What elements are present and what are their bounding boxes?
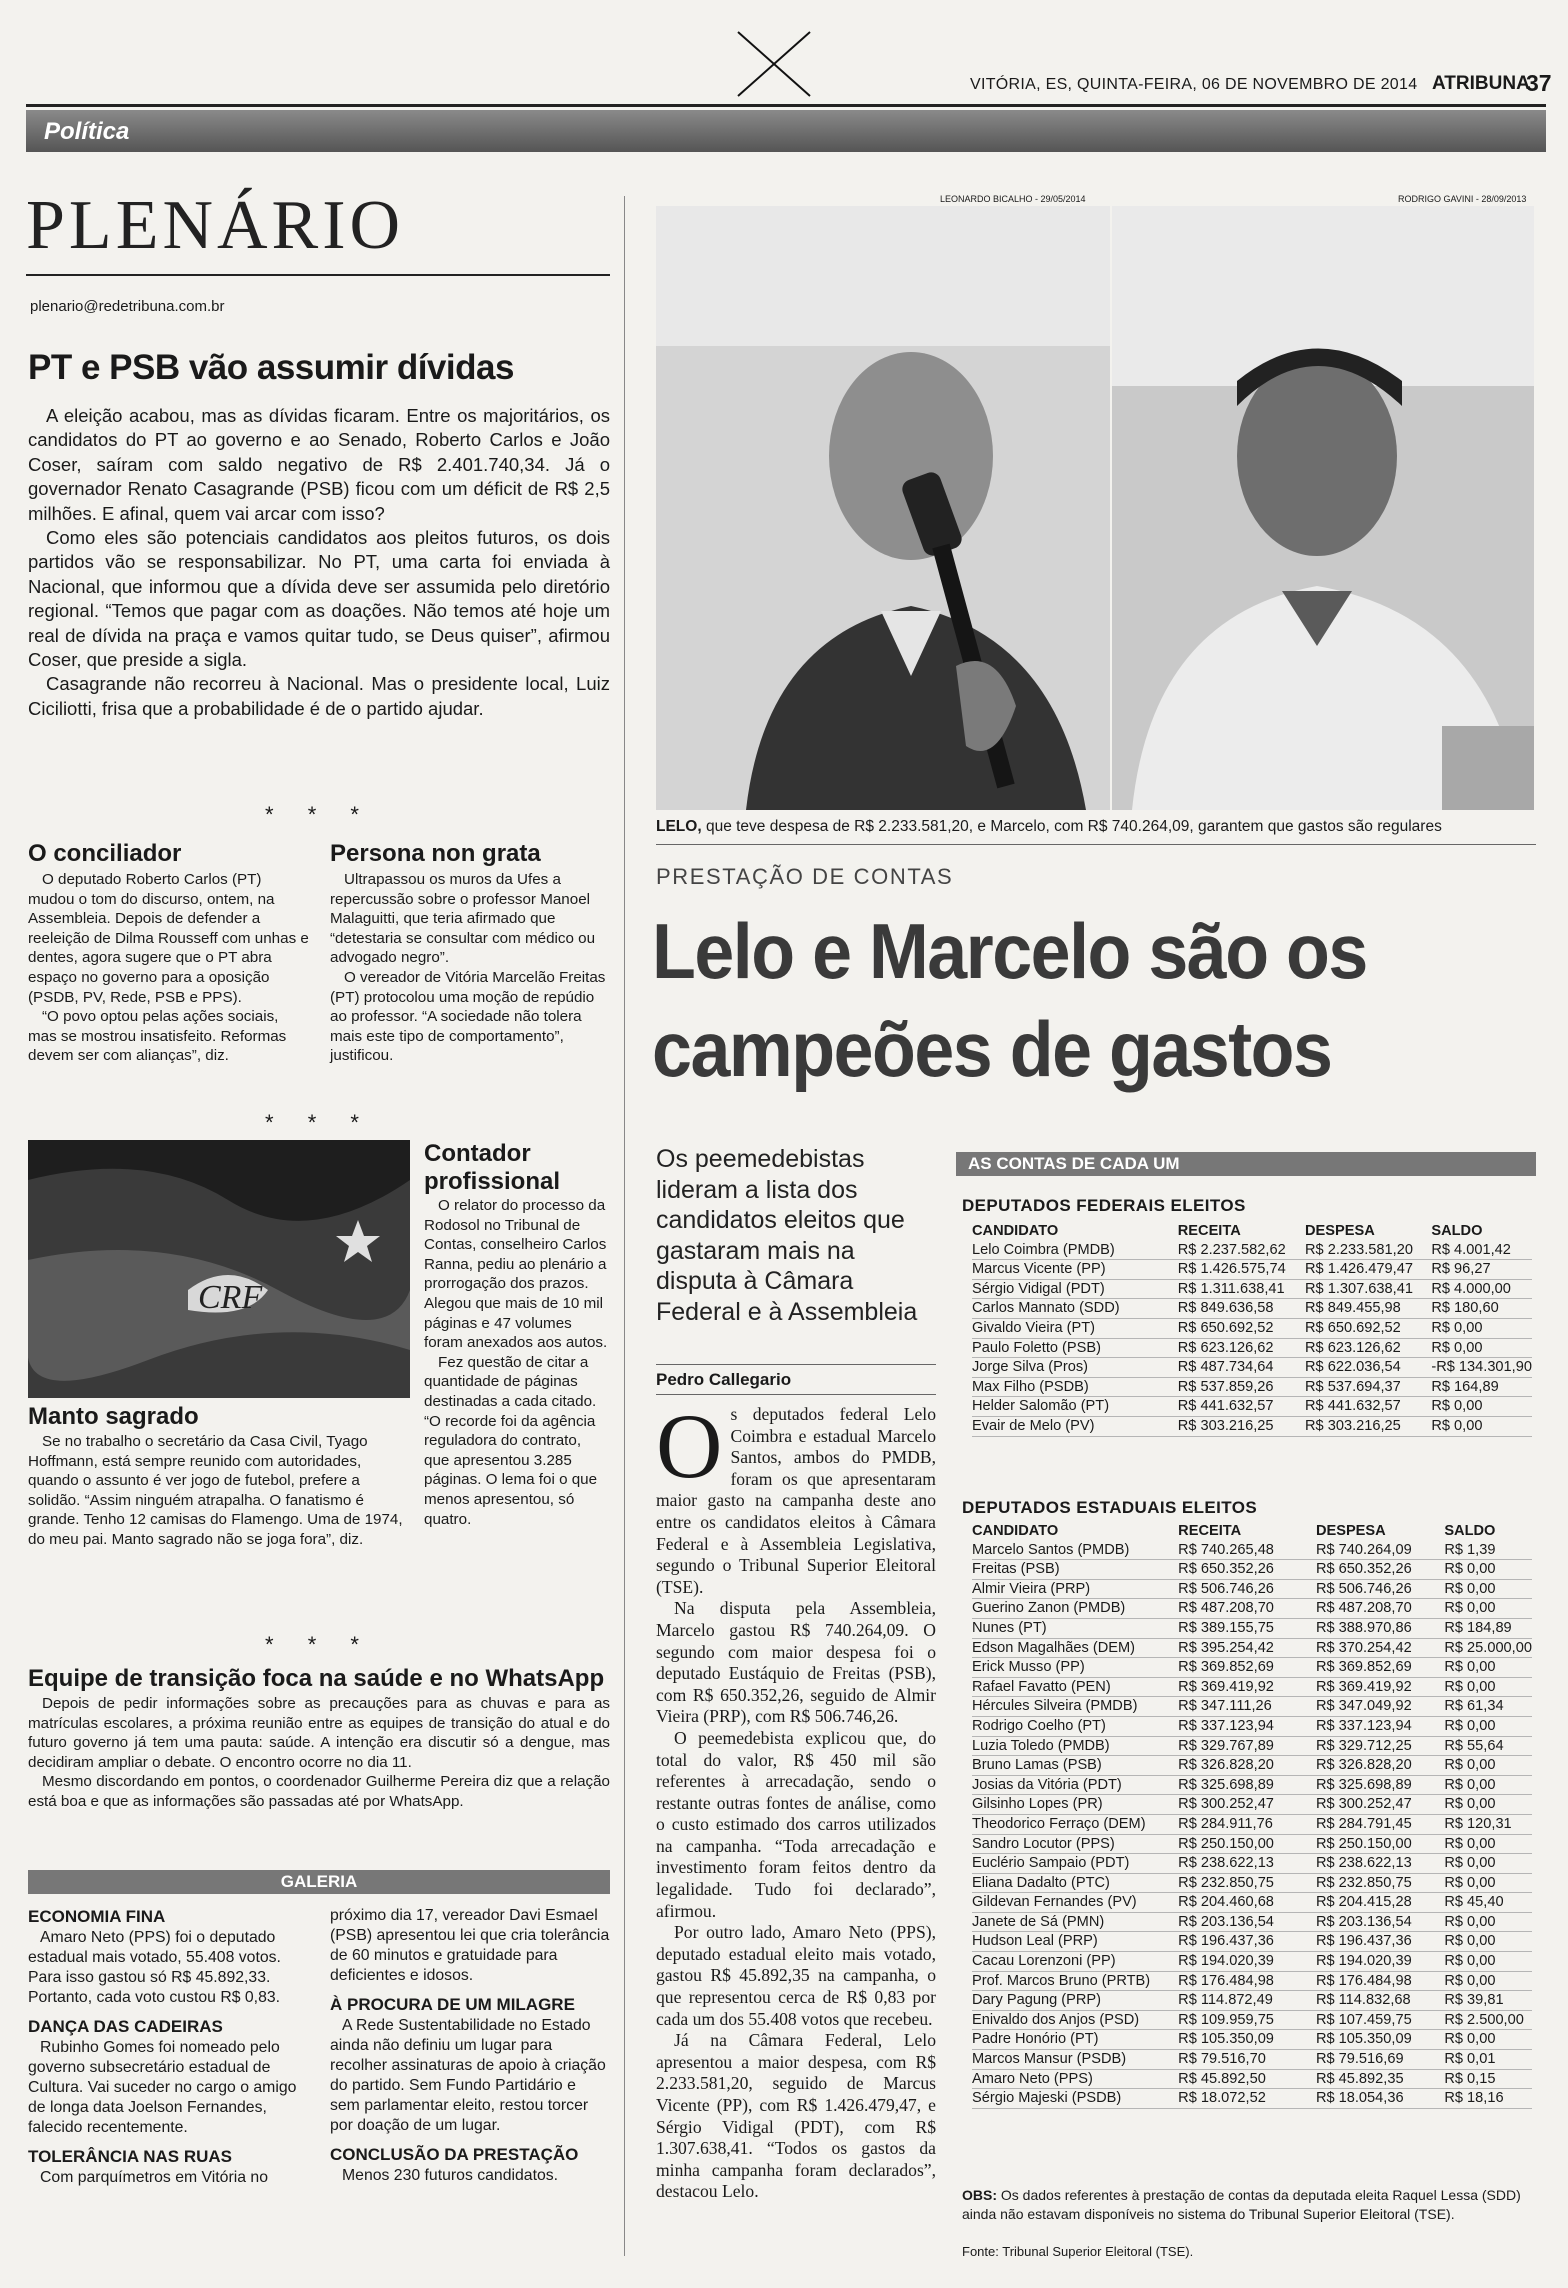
value-cell: R$ 0,00 xyxy=(1444,1756,1532,1776)
value-cell: R$ 4.000,00 xyxy=(1431,1279,1532,1299)
persona-p2: O vereador de Vitória Marcelão Freitas (PT) protocolou uma moção de repúdio ao professor. “A sociedade não tolera mais este tipo de comportamento”, justificou. xyxy=(330,968,606,1065)
conciliador-p1: O deputado Roberto Carlos (PT) mudou o tom do discurso, ontem, na Assembleia. Depois de defender a reeleição de Dilma Rousseff com unhas e dentes, agora sugere que o PT abra espaço no governo para a oposição (PSDB, PV, Rede, PSB e PPS). xyxy=(28,871,309,1006)
candidate-cell: Jorge Silva (Pros) xyxy=(972,1358,1178,1378)
equipe-note xyxy=(28,1664,610,1812)
value-cell: R$ 369.852,69 xyxy=(1178,1658,1316,1678)
value-cell: R$ 537.859,26 xyxy=(1178,1377,1305,1397)
table-row xyxy=(972,1416,1532,1436)
value-cell: R$ 303.216,25 xyxy=(1178,1416,1305,1436)
brand: ATRIBUNA xyxy=(1432,73,1530,94)
galeria-left xyxy=(28,1906,310,2188)
value-cell: R$ 388.970,86 xyxy=(1316,1618,1444,1638)
value-cell: R$ 204.415,28 xyxy=(1316,1893,1444,1913)
value-cell: R$ 79.516,70 xyxy=(1178,2050,1316,2070)
candidate-cell: Dary Pagung (PRP) xyxy=(972,1991,1178,2011)
candidate-cell: Hudson Leal (PRP) xyxy=(972,1932,1178,1952)
candidate-cell: Erick Musso (PP) xyxy=(972,1658,1178,1678)
value-cell: R$ 650.692,52 xyxy=(1178,1318,1305,1338)
value-cell: R$ 0,00 xyxy=(1431,1338,1532,1358)
value-cell: R$ 347.111,26 xyxy=(1178,1697,1316,1717)
table-row xyxy=(972,1318,1532,1338)
col-header: DESPESA xyxy=(1305,1223,1375,1239)
dateline: VITÓRIA, ES, QUINTA-FEIRA, 06 DE NOVEMBRO DE 2014 xyxy=(970,76,1418,93)
value-cell: R$ 96,27 xyxy=(1431,1260,1532,1280)
subhead: Os peemedebistas lideram a lista dos candidatos eleitos que gastaram mais na disputa à Câmara Federal e à Assembleia xyxy=(656,1145,918,1326)
value-cell: R$ 650.352,26 xyxy=(1178,1560,1316,1580)
value-cell: R$ 1.311.638,41 xyxy=(1178,1279,1305,1299)
value-cell: R$ 194.020,39 xyxy=(1178,1952,1316,1972)
contador-p2: Fez questão de citar a quantidade de páginas destinadas a cada citado. “O recorde foi da agência reguladora do contrato, que apresentou 3.285 páginas. O lema foi o que menos apresentou, só quatro. xyxy=(424,1353,598,1528)
candidate-cell: Paulo Foletto (PSB) xyxy=(972,1338,1178,1358)
value-cell: R$ 196.437,36 xyxy=(1178,1932,1316,1952)
candidate-cell: Freitas (PSB) xyxy=(972,1560,1178,1580)
table-row xyxy=(972,1952,1532,1972)
caption-text: que teve despesa de R$ 2.233.581,20, e Marcelo, com R$ 740.264,09, garantem que gastos são regulares xyxy=(701,818,1442,835)
candidate-cell: Bruno Lamas (PSB) xyxy=(972,1756,1178,1776)
fold-mark xyxy=(728,30,820,100)
candidate-cell: Evair de Melo (PV) xyxy=(972,1416,1178,1436)
obs-text: Os dados referentes à prestação de contas da deputada eleita Raquel Lessa (SDD) ainda não estavam disponíveis no sistema do Tribunal Superior Eleitoral (TSE). xyxy=(962,2187,1521,2222)
main-first-paragraph: s deputados federal Lelo Coimbra e estadual Marcelo Santos, ambos do PMDB, foram os que apresentaram maior gasto na campanha deste ano entre os candidatos eleitos à Câmara Federal e à Assembleia Legislativa, segundo o Tribunal Superior Eleitoral (TSE). xyxy=(656,1404,936,1597)
caption-rule xyxy=(656,844,1536,845)
candidate-cell: Theodorico Ferraço (DEM) xyxy=(972,1814,1178,1834)
value-cell: R$ 250.150,00 xyxy=(1178,1834,1316,1854)
galeria-bar: GALERIA xyxy=(28,1870,610,1894)
value-cell: R$ 0,00 xyxy=(1431,1416,1532,1436)
value-cell: R$ 284.911,76 xyxy=(1178,1814,1316,1834)
col-header: RECEITA xyxy=(1177,1223,1241,1239)
value-cell: R$ 506.746,26 xyxy=(1316,1579,1444,1599)
equipe-p1: Depois de pedir informações sobre as precauções para as chuvas e para as matrículas escolares, a próxima reunião entre as equipes de transição do atual e do futuro governo já tem uma pauta: saúde. A intenção era discutir só a dengue, mas decidiram ampliar o debate. O encontro ocorre no dia 11. xyxy=(28,1695,610,1771)
value-cell: R$ 238.622,13 xyxy=(1178,1854,1316,1874)
svg-text:CRF: CRF xyxy=(198,1279,263,1316)
value-cell: R$ 441.632,57 xyxy=(1305,1397,1431,1417)
table-row xyxy=(972,1397,1532,1417)
value-cell: R$ 105.350,09 xyxy=(1316,2030,1444,2050)
candidate-cell: Rafael Favatto (PEN) xyxy=(972,1677,1178,1697)
federal-title: DEPUTADOS FEDERAIS ELEITOS xyxy=(962,1196,1246,1215)
section-label: Política xyxy=(44,118,130,145)
candidate-cell: Sandro Locutor (PPS) xyxy=(972,1834,1178,1854)
value-cell: R$ 740.264,09 xyxy=(1316,1541,1444,1560)
value-cell: R$ 441.632,57 xyxy=(1178,1397,1305,1417)
table-row xyxy=(972,1716,1532,1736)
candidate-cell: Carlos Mannato (SDD) xyxy=(972,1299,1178,1319)
candidate-cell: Luzia Toledo (PMDB) xyxy=(972,1736,1178,1756)
value-cell: R$ 326.828,20 xyxy=(1316,1756,1444,1776)
galeria-item-title: À PROCURA DE UM MILAGRE xyxy=(330,1995,575,2014)
value-cell: R$ 18.072,52 xyxy=(1178,2089,1316,2109)
conciliador-p2: “O povo optou pelas ações sociais, mas se mostrou insatisfeito. Reformas devem ser com alianças”, diz. xyxy=(28,1008,287,1065)
candidate-cell: Padre Honório (PT) xyxy=(972,2030,1178,2050)
photo-lelo xyxy=(656,206,1110,810)
contador-p1: O relator do processo da Rodosol no Tribunal de Contas, conselheiro Carlos Ranna, pediu ao plenário a prorrogação dos prazos. Alegou que mais de 10 mil páginas e 47 volumes foram anexados aos autos. xyxy=(424,1197,608,1352)
contador-title: Contador profissional xyxy=(424,1140,561,1195)
caption-name: LELO, xyxy=(656,818,702,835)
candidate-cell: Helder Salomão (PT) xyxy=(972,1397,1178,1417)
value-cell: R$ 300.252,47 xyxy=(1178,1795,1316,1815)
table-row xyxy=(972,1279,1532,1299)
table-row xyxy=(972,1854,1532,1874)
table-row xyxy=(972,1618,1532,1638)
galeria-item-text: Amaro Neto (PPS) foi o deputado estadual mais votado, 55.408 votos. Para isso gastou só R$ 45.892,33. Portanto, cada voto custou R$ 0,83. xyxy=(28,1929,281,2006)
value-cell: R$ 0,01 xyxy=(1444,2050,1532,2070)
value-cell: R$ 109.959,75 xyxy=(1178,2010,1316,2030)
value-cell: R$ 203.136,54 xyxy=(1178,1912,1316,1932)
conciliador-note xyxy=(28,838,310,1066)
value-cell: R$ 79.516,69 xyxy=(1316,2050,1444,2070)
table-row xyxy=(972,1358,1532,1378)
value-cell: R$ 1,39 xyxy=(1444,1541,1532,1560)
galeria-item-text: A Rede Sustentabilidade no Estado ainda não definiu um lugar para recolher assinaturas de apoio à criação do partido. Sem Fundo Partidário e sem parlamentar eleito, restou torcer por doação de um lugar. xyxy=(330,2017,606,2134)
value-cell: R$ 370.254,42 xyxy=(1316,1638,1444,1658)
value-cell: R$ 2.500,00 xyxy=(1444,2010,1532,2030)
value-cell: R$ 176.484,98 xyxy=(1316,1971,1444,1991)
photo-credit-right: RODRIGO GAVINI - 28/09/2013 xyxy=(1398,194,1527,204)
table-row xyxy=(972,1971,1532,1991)
value-cell: R$ 0,00 xyxy=(1444,1677,1532,1697)
manto-note xyxy=(28,1402,410,1550)
value-cell: R$ 0,00 xyxy=(1444,1971,1532,1991)
persona-title: Persona non grata xyxy=(330,840,541,867)
col-header: SALDO xyxy=(1431,1223,1483,1239)
candidate-cell: Amaro Neto (PPS) xyxy=(972,2069,1178,2089)
col-header: SALDO xyxy=(1444,1523,1496,1539)
candidate-cell: Max Filho (PSDB) xyxy=(972,1377,1178,1397)
value-cell: R$ 194.020,39 xyxy=(1316,1952,1444,1972)
value-cell: R$ 0,00 xyxy=(1444,1579,1532,1599)
main-paragraph: Por outro lado, Amaro Neto (PPS), deputado estadual eleito mais votado, gastou R$ 45.892,35 na campanha, o que representou cerca de R$ 0,83 por cada um dos 55.408 votos que recebeu. xyxy=(656,1922,936,2029)
value-cell: R$ 114.832,68 xyxy=(1316,1991,1444,2011)
dropcap: O xyxy=(656,1395,723,1497)
galeria-item-title: DANÇA DAS CADEIRAS xyxy=(28,2017,223,2036)
column-divider xyxy=(624,196,625,2256)
candidate-cell: Enivaldo dos Anjos (PSD) xyxy=(972,2010,1178,2030)
value-cell: R$ 0,00 xyxy=(1444,1599,1532,1619)
candidate-cell: Janete de Sá (PMN) xyxy=(972,1912,1178,1932)
value-cell: R$ 232.850,75 xyxy=(1316,1873,1444,1893)
value-cell: R$ 849.636,58 xyxy=(1178,1299,1305,1319)
obs-note xyxy=(962,2186,1536,2224)
value-cell: R$ 55,64 xyxy=(1444,1736,1532,1756)
galeria-item-title: ECONOMIA FINA xyxy=(28,1907,166,1926)
value-cell: R$ 0,00 xyxy=(1444,2030,1532,2050)
table-row xyxy=(972,1677,1532,1697)
value-cell: R$ 18,16 xyxy=(1444,2089,1532,2109)
value-cell: R$ 487.208,70 xyxy=(1178,1599,1316,1619)
value-cell: R$ 250.150,00 xyxy=(1316,1834,1444,1854)
table-row xyxy=(972,1736,1532,1756)
main-paragraph: Na disputa pela Assembleia, Marcelo gastou R$ 740.264,09. O segundo com maior despesa foi o deputado Eustáquio de Freitas (PSB), com R$ 650.352,26, seguido de Almir Vieira (PRP), com R$ 506.746,26. xyxy=(656,1598,936,1727)
header-rule xyxy=(26,104,1546,107)
col-header: CANDIDATO xyxy=(972,1223,1059,1239)
kicker: PRESTAÇÃO DE CONTAS xyxy=(656,864,954,889)
table-row xyxy=(972,1775,1532,1795)
lead-title: PT e PSB vão assumir dívidas xyxy=(28,348,514,387)
value-cell: R$ 2.237.582,62 xyxy=(1178,1241,1305,1260)
value-cell: R$ 0,00 xyxy=(1444,1952,1532,1972)
value-cell: R$ 0,00 xyxy=(1444,1873,1532,1893)
value-cell: R$ 25.000,00 xyxy=(1444,1638,1532,1658)
candidate-cell: Givaldo Vieira (PT) xyxy=(972,1318,1178,1338)
value-cell: R$ 326.828,20 xyxy=(1178,1756,1316,1776)
table-header-row xyxy=(972,1222,1532,1241)
table-row xyxy=(972,1560,1532,1580)
galeria-item-text: Menos 230 futuros candidatos. xyxy=(342,2167,559,2184)
contas-label: AS CONTAS DE CADA UM xyxy=(968,1154,1180,1173)
candidate-cell: Marcus Vicente (PP) xyxy=(972,1260,1178,1280)
value-cell: R$ 18.054,36 xyxy=(1316,2089,1444,2109)
value-cell: R$ 369.419,92 xyxy=(1316,1677,1444,1697)
value-cell: R$ 105.350,09 xyxy=(1178,2030,1316,2050)
value-cell: R$ 45.892,50 xyxy=(1178,2069,1316,2089)
photo-marcelo xyxy=(1112,206,1534,810)
byline: Pedro Callegario xyxy=(656,1370,792,1389)
value-cell: R$ 300.252,47 xyxy=(1316,1795,1444,1815)
value-cell: R$ 303.216,25 xyxy=(1305,1416,1431,1436)
table-row xyxy=(972,2089,1532,2109)
manto-text: Se no trabalho o secretário da Casa Civil, Tyago Hoffmann, está sempre reunido com autoridades, quando o assunto é ver jogo de futebol, prefere a solidão. “Assim ninguém atrapalha. O fanatismo é grande. Tenho 12 camisas do Flamengo. Uma de 1974, do meu pai. Manto sagrado não se joga fora”, diz. xyxy=(28,1433,403,1548)
value-cell: R$ 1.426.575,74 xyxy=(1178,1260,1305,1280)
photo-credit-left: LEONARDO BICALHO - 29/05/2014 xyxy=(940,194,1086,204)
separator: * * * xyxy=(265,1110,373,1135)
table-row xyxy=(972,2069,1532,2089)
value-cell: R$ 0,00 xyxy=(1444,1716,1532,1736)
candidate-cell: Josias da Vitória (PDT) xyxy=(972,1775,1178,1795)
column-email: plenario@redetribuna.com.br xyxy=(30,298,225,315)
value-cell: R$ 284.791,45 xyxy=(1316,1814,1444,1834)
table-row xyxy=(972,1638,1532,1658)
value-cell: R$ 114.872,49 xyxy=(1178,1991,1316,2011)
col-header: CANDIDATO xyxy=(972,1523,1059,1539)
value-cell: R$ 623.126,62 xyxy=(1305,1338,1431,1358)
value-cell: R$ 0,00 xyxy=(1444,1560,1532,1580)
value-cell: R$ 232.850,75 xyxy=(1178,1873,1316,1893)
fonte: Fonte: Tribunal Superior Eleitoral (TSE). xyxy=(962,2244,1194,2259)
galeria-item-text: Rubinho Gomes foi nomeado pelo governo subsecretário estadual de Cultura. Vai suceder no cargo o amigo de longa data Joelson Fernandes, falecido recentemente. xyxy=(28,2039,297,2136)
separator: * * * xyxy=(265,802,373,827)
estadual-table xyxy=(972,1522,1532,2109)
table-row xyxy=(972,2050,1532,2070)
table-row xyxy=(972,1260,1532,1280)
galeria-right xyxy=(330,1906,610,2186)
candidate-cell: Sérgio Vidigal (PDT) xyxy=(972,1279,1178,1299)
value-cell: R$ 395.254,42 xyxy=(1178,1638,1316,1658)
equipe-title: Equipe de transição foca na saúde e no WhatsApp xyxy=(28,1665,605,1692)
table-row xyxy=(972,1814,1532,1834)
value-cell: R$ 1.307.638,41 xyxy=(1305,1279,1431,1299)
table-row xyxy=(972,1795,1532,1815)
candidate-cell: Hércules Silveira (PMDB) xyxy=(972,1697,1178,1717)
value-cell: R$ 176.484,98 xyxy=(1178,1971,1316,1991)
candidate-cell: Sérgio Majeski (PSDB) xyxy=(972,2089,1178,2109)
value-cell: R$ 487.208,70 xyxy=(1316,1599,1444,1619)
table-row xyxy=(972,1834,1532,1854)
lead-body xyxy=(28,404,610,721)
table-row xyxy=(972,1991,1532,2011)
persona-p1: Ultrapassou os muros da Ufes a repercussão sobre o professor Manoel Malaguitti, que teria afirmado que “detestaria se consultar com médico ou advogado negro”. xyxy=(330,871,596,967)
photo-caption xyxy=(656,818,1536,836)
conciliador-title: O conciliador xyxy=(28,840,182,867)
value-cell: R$ 623.126,62 xyxy=(1178,1338,1305,1358)
table-row xyxy=(972,1697,1532,1717)
candidate-cell: Gilsinho Lopes (PR) xyxy=(972,1795,1178,1815)
table-row xyxy=(972,1338,1532,1358)
table-row xyxy=(972,2030,1532,2050)
value-cell: R$ 487.734,64 xyxy=(1178,1358,1305,1378)
value-cell: R$ 337.123,94 xyxy=(1316,1716,1444,1736)
headline-line-1: Lelo e Marcelo são os xyxy=(652,907,1367,995)
value-cell: R$ 622.036,54 xyxy=(1305,1358,1431,1378)
value-cell: R$ 650.692,52 xyxy=(1305,1318,1431,1338)
col-header: DESPESA xyxy=(1315,1523,1386,1539)
candidate-cell: Cacau Lorenzoni (PP) xyxy=(972,1952,1178,1972)
value-cell: R$ 4.001,42 xyxy=(1431,1241,1532,1260)
separator: * * * xyxy=(265,1632,373,1657)
table-row xyxy=(972,1893,1532,1913)
table-row xyxy=(972,1873,1532,1893)
main-paragraph: Já na Câmara Federal, Lelo apresentou a maior despesa, com R$ 2.233.581,20, seguido de Marcus Vicente (PP), com R$ 1.426.479,47, e Sérgio Vidigal (PDT), com R$ 1.307.638,41. “Todos os gastos da minha campanha foram declarados”, destacou Lelo. xyxy=(656,2030,936,2202)
candidate-cell: Lelo Coimbra (PMDB) xyxy=(972,1241,1178,1260)
table-row xyxy=(972,1658,1532,1678)
table-row xyxy=(972,1599,1532,1619)
lead-p3: Casagrande não recorreu à Nacional. Mas o presidente local, Luiz Ciciliotti, frisa que a probabilidade é de o partido ajudar. xyxy=(28,673,610,719)
value-cell: R$ 2.233.581,20 xyxy=(1305,1241,1431,1260)
candidate-cell: Eliana Dadalto (PTC) xyxy=(972,1873,1178,1893)
value-cell: R$ 0,00 xyxy=(1444,1775,1532,1795)
table-row xyxy=(972,1377,1532,1397)
table-row xyxy=(972,1932,1532,1952)
lead-p2: Como eles são potenciais candidatos aos pleitos futuros, os dois partidos vão se responsabilizar. No PT, uma carta foi enviada à Nacional, que informou que a dívida deve ser assumida pelo diretório regional. “Temos que pagar com as doações. Não temos até hoje um real de dívida na praça e vamos quitar tudo, se Deus quiser”, afirmou Coser, que preside a sigla. xyxy=(28,527,610,671)
value-cell: R$ 61,34 xyxy=(1444,1697,1532,1717)
manto-title: Manto sagrado xyxy=(28,1403,199,1430)
value-cell: R$ 107.459,75 xyxy=(1316,2010,1444,2030)
candidate-cell: Prof. Marcos Bruno (PRTB) xyxy=(972,1971,1178,1991)
table-row xyxy=(972,1241,1532,1260)
value-cell: R$ 120,31 xyxy=(1444,1814,1532,1834)
value-cell: R$ 0,00 xyxy=(1444,1932,1532,1952)
value-cell: R$ 0,00 xyxy=(1444,1658,1532,1678)
page-number: 37 xyxy=(1526,70,1552,96)
candidate-cell: Edson Magalhães (DEM) xyxy=(972,1638,1178,1658)
candidate-cell: Guerino Zanon (PMDB) xyxy=(972,1599,1178,1619)
candidate-cell: Gildevan Fernandes (PV) xyxy=(972,1893,1178,1913)
candidate-cell: Marcos Mansur (PSDB) xyxy=(972,2050,1178,2070)
column-title: PLENÁRIO xyxy=(26,187,405,264)
value-cell: R$ 650.352,26 xyxy=(1316,1560,1444,1580)
value-cell: R$ 0,00 xyxy=(1444,1854,1532,1874)
equipe-p2: Mesmo discordando em pontos, o coordenador Guilherme Pereira diz que a relação está boa e que as informações são passadas até por WhatsApp. xyxy=(28,1773,610,1810)
value-cell: R$ 45.892,35 xyxy=(1316,2069,1444,2089)
contas-bar xyxy=(956,1152,1536,1176)
estadual-title: DEPUTADOS ESTADUAIS ELEITOS xyxy=(962,1498,1258,1517)
galeria-item-title: CONCLUSÃO DA PRESTAÇÃO xyxy=(330,2145,579,2164)
value-cell: R$ 506.746,26 xyxy=(1178,1579,1316,1599)
table-header-row xyxy=(972,1522,1532,1541)
value-cell: R$ 238.622,13 xyxy=(1316,1854,1444,1874)
table-row xyxy=(972,1579,1532,1599)
table-row xyxy=(972,1299,1532,1319)
table-row xyxy=(972,1756,1532,1776)
value-cell: R$ 337.123,94 xyxy=(1178,1716,1316,1736)
value-cell: -R$ 134.301,90 xyxy=(1431,1358,1532,1378)
value-cell: R$ 325.698,89 xyxy=(1316,1775,1444,1795)
value-cell: R$ 180,60 xyxy=(1431,1299,1532,1319)
table-row xyxy=(972,2010,1532,2030)
value-cell: R$ 537.694,37 xyxy=(1305,1377,1431,1397)
value-cell: R$ 329.767,89 xyxy=(1178,1736,1316,1756)
federal-table xyxy=(972,1222,1532,1437)
galeria-item-title: TOLERÂNCIA NAS RUAS xyxy=(28,2147,233,2166)
galeria-intro: próximo dia 17, vereador Davi Esmael (PSB) apresentou lei que cria tolerância de 60 minutos e gratuidade para deficientes e idosos. xyxy=(330,1907,610,1984)
section-bar xyxy=(26,110,1546,152)
candidate-cell: Euclério Sampaio (PDT) xyxy=(972,1854,1178,1874)
value-cell: R$ 1.426.479,47 xyxy=(1305,1260,1431,1280)
value-cell: R$ 39,81 xyxy=(1444,1991,1532,2011)
value-cell: R$ 164,89 xyxy=(1431,1377,1532,1397)
value-cell: R$ 369.419,92 xyxy=(1178,1677,1316,1697)
value-cell: R$ 369.852,69 xyxy=(1316,1658,1444,1678)
lead-p1: A eleição acabou, mas as dívidas ficaram. Entre os majoritários, os candidatos do PT ao governo e ao Senado, Roberto Carlos e João Coser, saíram com saldo negativo de R$ 2.401.740,34. Já o governador Renato Casagrande (PSB) ficou com um déficit de R$ 2,5 milhões. E afinal, quem vai arcar com isso? xyxy=(28,405,610,524)
flamengo-flag-photo xyxy=(28,1140,410,1398)
value-cell: R$ 325.698,89 xyxy=(1178,1775,1316,1795)
col-header: RECEITA xyxy=(1178,1523,1242,1539)
candidate-cell: Almir Vieira (PRP) xyxy=(972,1579,1178,1599)
table-row xyxy=(972,1541,1532,1560)
obs-label: OBS: xyxy=(962,2187,997,2203)
value-cell: R$ 196.437,36 xyxy=(1316,1932,1444,1952)
byline-rule xyxy=(656,1364,936,1365)
value-cell: R$ 0,00 xyxy=(1431,1397,1532,1417)
main-paragraph: O peemedebista explicou que, do total do valor, R$ 450 mil são referentes à arrecadação, sendo o restante outras fontes de análise, como o custo estimado dos carros utilizados na campanha. “Toda arrecadação e investimento foram feitos dentro da legalidade. Tudo foi declarado”, afirmou. xyxy=(656,1727,936,1921)
table-row xyxy=(972,1912,1532,1932)
value-cell: R$ 849.455,98 xyxy=(1305,1299,1431,1319)
value-cell: R$ 0,00 xyxy=(1444,1912,1532,1932)
value-cell: R$ 203.136,54 xyxy=(1316,1912,1444,1932)
candidate-cell: Nunes (PT) xyxy=(972,1618,1178,1638)
value-cell: R$ 0,15 xyxy=(1444,2069,1532,2089)
value-cell: R$ 740.265,48 xyxy=(1178,1541,1316,1560)
value-cell: R$ 45,40 xyxy=(1444,1893,1532,1913)
value-cell: R$ 204.460,68 xyxy=(1178,1893,1316,1913)
value-cell: R$ 0,00 xyxy=(1444,1834,1532,1854)
candidate-cell: Rodrigo Coelho (PT) xyxy=(972,1716,1178,1736)
persona-note xyxy=(330,838,610,1066)
galeria-item-text: Com parquímetros em Vitória no xyxy=(40,2169,268,2186)
column-rule xyxy=(26,274,610,276)
headline-line-2: campeões de gastos xyxy=(652,1005,1332,1093)
value-cell: R$ 0,00 xyxy=(1431,1318,1532,1338)
value-cell: R$ 0,00 xyxy=(1444,1795,1532,1815)
value-cell: R$ 329.712,25 xyxy=(1316,1736,1444,1756)
value-cell: R$ 184,89 xyxy=(1444,1618,1532,1638)
value-cell: R$ 389.155,75 xyxy=(1178,1618,1316,1638)
main-body xyxy=(656,1395,936,2203)
contador-note xyxy=(424,1140,610,1529)
candidate-cell: Marcelo Santos (PMDB) xyxy=(972,1541,1178,1560)
value-cell: R$ 347.049,92 xyxy=(1316,1697,1444,1717)
